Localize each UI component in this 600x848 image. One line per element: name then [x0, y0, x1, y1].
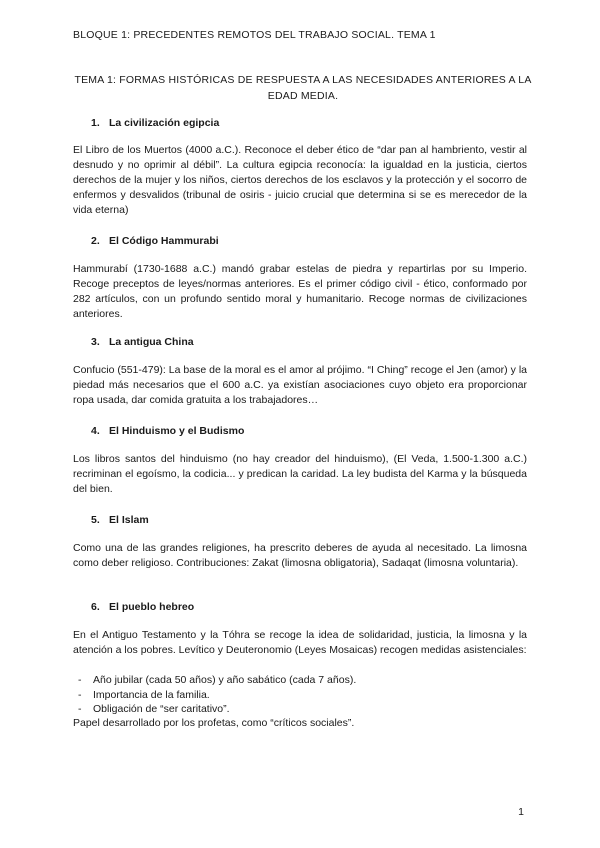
section-body-hinduismo: Los libros santos del hinduismo (no hay creador del hinduismo), (El Veda, 1.500-1.300 a.C.) recriminan el egoísmo, la codicia... y predican la caridad. La ley budista del Karma y la búsqueda del bien.: [73, 453, 527, 495]
section-heading-china: [91, 336, 194, 348]
section-body-hammurabi: Hammurabí (1730-1688 a.C.) mandó grabar estelas de piedra y repartirlas por su Imperio. Recoge preceptos de leyes/normas anteriores. Es el primer código civil - ético, conformado por 282 artículos, con un profundo sentido moral y humanitario. Recoge normas de civilizaciones anteriores.: [73, 263, 527, 320]
section-number: 3.: [91, 336, 100, 348]
section-body-islam: Como una de las grandes religiones, ha prescrito deberes de ayuda al necesitado. La limosna como deber religioso. Contribuciones: Zakat (limosna obligatoria), Sadaqat (limosna voluntaria).: [73, 542, 527, 569]
section-body-egipcia: El Libro de los Muertos (4000 a.C.). Reconoce el deber ético de “dar pan al hambriento, vestir al desnudo y no oprimir al débil”. La cultura egipcia reconocía: la igualdad en la justicia, ciertos derechos de la mujer y los niños, ciertos derechos de los esclavos y la protección y el socorro de enfermos y desvalidos (tribunal de osiris - juicio crucial que determina si se es merecedor de la vida eterna): [73, 144, 527, 216]
section-title: La antigua China: [109, 336, 194, 348]
list-item: - Importancia de la familia.: [78, 688, 210, 701]
section-title: El pueblo hebreo: [109, 601, 195, 613]
list-marker: -: [78, 703, 82, 715]
section-number: 5.: [91, 514, 100, 526]
section-title: El Hinduismo y el Budismo: [109, 425, 245, 437]
section-title: La civilización egipcia: [109, 117, 220, 129]
list-marker: -: [78, 688, 82, 701]
section-number: 1.: [91, 117, 100, 129]
section-heading-hebreo: [91, 601, 194, 613]
document-title: TEMA 1: FORMAS HISTÓRICAS DE RESPUESTA A LAS NECESIDADES ANTERIORES A LA EDAD MEDIA.: [74, 74, 532, 102]
section-heading-islam: [91, 514, 149, 526]
running-header: BLOQUE 1: PRECEDENTES REMOTOS DEL TRABAJO SOCIAL. TEMA 1: [73, 29, 436, 41]
section-body-china: Confucio (551-479): La base de la moral es el amor al prójimo. “I Ching” recoge el Jen (amor) y la piedad más necesarios que el 600 a.C. ya existían asociaciones cuyo objeto era proporcionar ropa usada, dar comida gratuita a los trabajadores…: [73, 364, 527, 406]
section-heading-egipcia: [91, 117, 219, 129]
section-body-hebreo: En el Antiguo Testamento y la Tóhra se recoge la idea de solidaridad, justicia, la limosna y la atención a los pobres. Levítico y Deuteronomio (Leyes Mosaicas) recogen medidas asistenciales:: [73, 629, 527, 656]
section-number: 4.: [91, 425, 100, 437]
list-item: - Obligación de “ser caritativo”.: [78, 703, 230, 715]
section-title: El Islam: [109, 514, 149, 526]
section-heading-hammurabi: [91, 235, 219, 247]
page-number: 1: [518, 806, 524, 818]
section-number: 2.: [91, 235, 100, 247]
section-number: 6.: [91, 601, 100, 613]
hebreo-measures-list: [73, 673, 527, 717]
list-item: - Año jubilar (cada 50 años) y año sabático (cada 7 años).: [78, 674, 357, 686]
section-heading-hinduismo: [91, 425, 244, 437]
section-closing-hebreo: Papel desarrollado por los profetas, como “críticos sociales”.: [73, 717, 355, 729]
list-marker: -: [78, 674, 82, 686]
section-title: El Código Hammurabi: [109, 235, 219, 247]
